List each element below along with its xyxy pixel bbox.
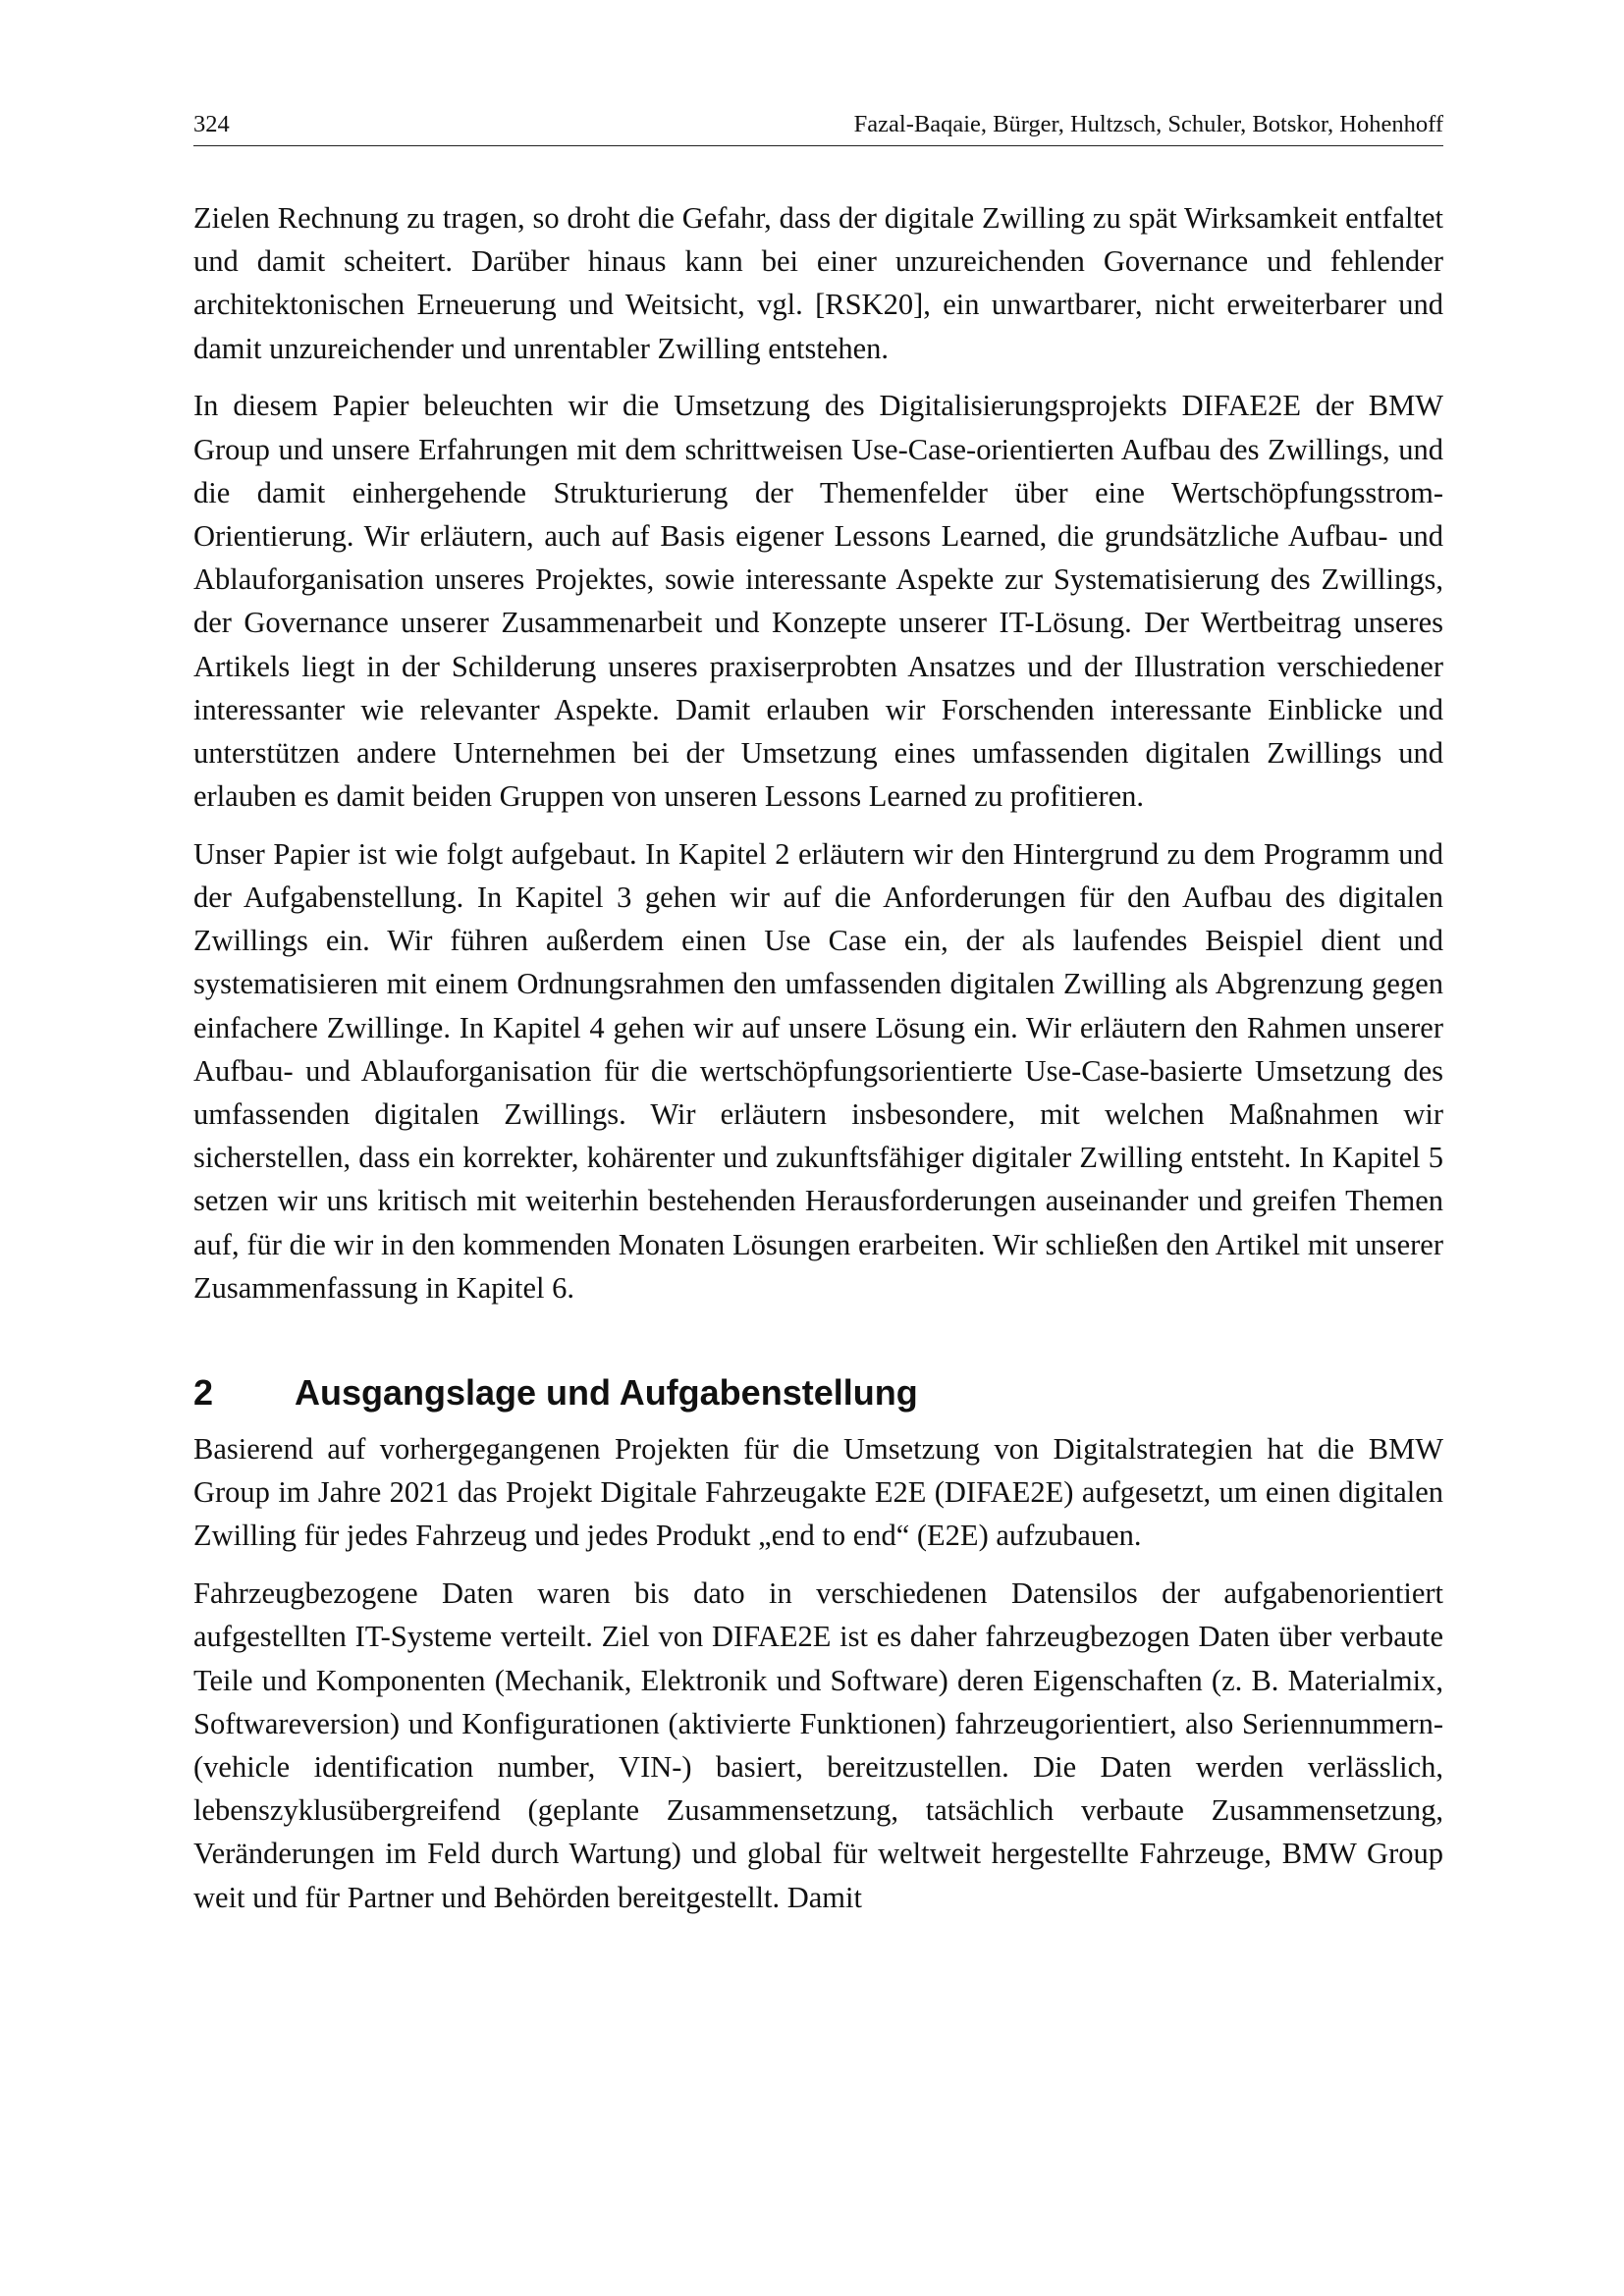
page-number: 324 xyxy=(193,111,230,137)
section-title: Ausgangslage und Aufgabenstellung xyxy=(295,1372,918,1414)
paragraph-intro-continuation: Zielen Rechnung zu tragen, so droht die Gefahr, dass der digitale Zwilling zu spät Wirksamkeit entfaltet und damit scheitert. Darüber hinaus kann bei einer unzureichenden Governance und fehlender architektonischen Erneuerung und Weitsicht, vgl. [RSK20], ein unwartbarer, nicht erweiterbarer und damit unzureichender und unrentabler Zwilling entstehen. xyxy=(193,201,1443,365)
section-number: 2 xyxy=(193,1372,214,1414)
body-text xyxy=(193,196,1443,1933)
paragraph-paper-structure: Unser Papier ist wie folgt aufgebaut. In Kapitel 2 erläutern wir den Hintergrund zu dem Programm und der Aufgabenstellung. In Kapitel 3 gehen wir auf die Anforderungen für den Aufbau des digitalen Zwillings ein. Wir führen außerdem einen Use Case ein, der als laufendes Beispiel dient und systematisieren mit einem Ordnungsrahmen den umfassenden digitalen Zwilling als Abgrenzung gegen einfachere Zwillinge. In Kapitel 4 gehen wir auf unsere Lösung ein. Wir erläutern den Rahmen unserer Aufbau- und Ablauforganisation für die wertschöpfungsorientierte Use-Case-basierte Umsetzung des umfassenden digitalen Zwillings. Wir erläutern insbesondere, mit welchen Maßnahmen wir sicherstellen, dass ein korrekter, kohärenter und zukunftsfähiger digitaler Zwilling entsteht. In Kapitel 5 setzen wir uns kritisch mit weiterhin bestehenden Herausforderungen auseinander und greifen Themen auf, für die wir in den kommenden Monaten Lösungen erarbeiten. Wir schließen den Artikel mit unserer Zusammenfassung in Kapitel 6. xyxy=(193,836,1443,1305)
section-heading xyxy=(193,1370,1443,1415)
running-head-authors: Fazal-Baqaie, Bürger, Hultzsch, Schuler, Botskor, Hohenhoff xyxy=(853,111,1443,137)
paragraph-project-goal: Fahrzeugbezogene Daten waren bis dato in verschiedenen Datensilos der aufgabenorientiert aufgestellten IT-Systeme verteilt. Ziel von DIFAE2E ist es daher fahrzeugbezogen Daten über verbaute Teile und Komponenten (Mechanik, Elektronik und Software) deren Eigenschaften (z. B. Materialmix, Softwareversion) und Konfigurationen (aktivierte Funktionen) fahrzeugorientiert, also Seriennummern- (vehicle identification number, VIN-) basiert, bereitzustellen. Die Daten werden verlässlich, lebenszyklusübergreifend (geplante Zusammensetzung, tatsächlich verbaute Zusammensetzung, Veränderungen im Feld durch Wartung) und global für weltweit hergestellte Fahrzeuge, BMW Group weit und für Partner und Behörden bereitgestellt. Damit xyxy=(193,1576,1443,1914)
paragraph-project-background: Basierend auf vorhergegangenen Projekten für die Umsetzung von Digitalstrategien hat die BMW Group im Jahre 2021 das Projekt Digitale Fahrzeugakte E2E (DIFAE2E) aufgesetzt, um einen digitalen Zwilling für jedes Fahrzeug und jedes Produkt „end to end“ (E2E) aufzubauen. xyxy=(193,1432,1443,1553)
paragraph-paper-overview: In diesem Papier beleuchten wir die Umsetzung des Digitalisierungsprojekts DIFAE2E der BMW Group und unsere Erfahrungen mit dem schrittweisen Use-Case-orientierten Aufbau des Zwillings, und die damit einhergehende Strukturierung der Themenfelder über eine Wertschöpfungsstrom-Orientierung. Wir erläutern, auch auf Basis eigener Lessons Learned, die grundsätzliche Aufbau- und Ablauforganisation unseres Projektes, sowie interessante Aspekte zur Systematisierung des Zwillings, der Governance unserer Zusammenarbeit und Konzepte unserer IT-Lösung. Der Wertbeitrag unseres Artikels liegt in der Schilderung unseres praxiserprobten Ansatzes und der Illustration verschiedener interessanter wie relevanter Aspekte. Damit erlauben wir Forschenden interessante Einblicke und unterstützen andere Unternehmen bei der Umsetzung eines umfassenden digitalen Zwillings und erlauben es damit beiden Gruppen von unseren Lessons Learned zu profitieren. xyxy=(193,389,1443,814)
page-header xyxy=(193,112,1443,146)
